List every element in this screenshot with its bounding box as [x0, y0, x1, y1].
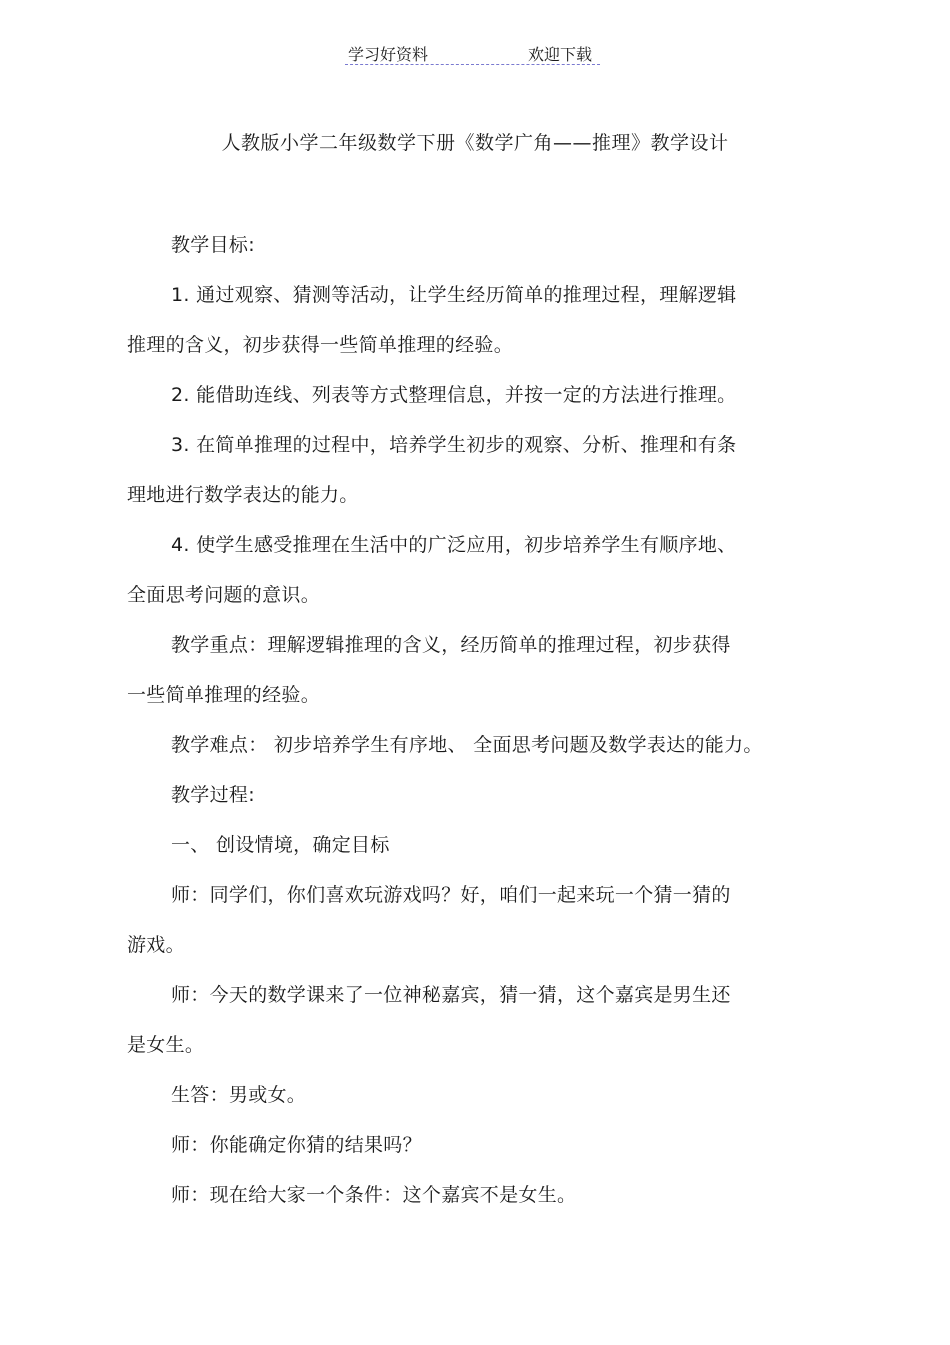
- objective-4-line-2: 全面思考问题的意识。: [127, 584, 321, 606]
- dialogue-2-line-1: 师：今天的数学课来了一位神秘嘉宾，猜一猜，这个嘉宾是男生还: [171, 984, 731, 1006]
- header-right-text: 欢迎下载: [528, 45, 593, 64]
- header-left-text: 学习好资料: [348, 45, 429, 64]
- objectives-heading: 教学目标:: [171, 234, 255, 256]
- objective-2: 2. 能借助连线、列表等方式整理信息，并按一定的方法进行推理。: [171, 384, 737, 406]
- objective-3-line-1: 3. 在简单推理的过程中，培养学生初步的观察、分析、推理和有条: [171, 434, 737, 456]
- document-title: 人教版小学二年级数学下册《数学广角——推理》教学设计: [221, 132, 729, 154]
- dialogue-2-line-2: 是女生。: [127, 1034, 205, 1056]
- difficulty: 教学难点： 初步培养学生有序地、 全面思考问题及数学表达的能力。: [171, 734, 763, 756]
- page-header: [345, 42, 600, 65]
- objective-3-line-2: 理地进行数学表达的能力。: [127, 484, 359, 506]
- dialogue-1-line-1: 师：同学们，你们喜欢玩游戏吗？好，咱们一起来玩一个猜一猜的: [171, 884, 731, 906]
- key-point-line-1: 教学重点：理解逻辑推理的含义，经历简单的推理过程，初步获得: [171, 634, 731, 656]
- key-point-line-2: 一些简单推理的经验。: [127, 684, 321, 706]
- objective-1-line-2: 推理的含义，初步获得一些简单推理的经验。: [127, 334, 514, 356]
- section-1-heading: 一、 创设情境，确定目标: [171, 834, 390, 856]
- process-heading: 教学过程:: [171, 784, 255, 806]
- objective-1-line-1: 1. 通过观察、猜测等活动，让学生经历简单的推理过程，理解逻辑: [171, 284, 737, 306]
- dialogue-5: 师：现在给大家一个条件：这个嘉宾不是女生。: [171, 1184, 577, 1206]
- dialogue-3: 生答：男或女。: [171, 1084, 307, 1106]
- dialogue-1-line-2: 游戏。: [127, 934, 185, 956]
- dialogue-4: 师：你能确定你猜的结果吗？: [171, 1134, 422, 1156]
- objective-4-line-1: 4. 使学生感受推理在生活中的广泛应用，初步培养学生有顺序地、: [171, 534, 737, 556]
